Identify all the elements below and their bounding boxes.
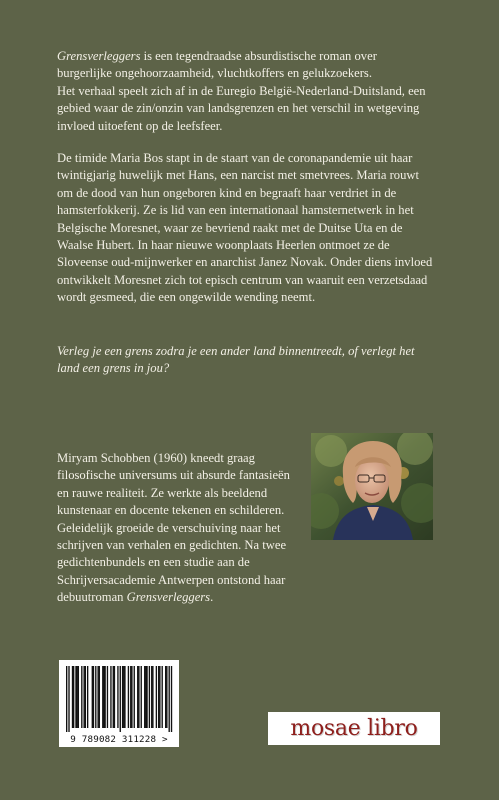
barcode-bar (152, 666, 153, 728)
synopsis-line: twintigjarig huwelijk met Hans, een narcist met smetvrees. Maria rouwt (57, 168, 419, 183)
barcode-bar (131, 666, 132, 728)
barcode-bar (162, 666, 163, 728)
barcode-bar (122, 666, 123, 728)
isbn-barcode (59, 660, 179, 747)
barcode-bar (144, 666, 145, 728)
synopsis-paragraph (57, 150, 457, 307)
barcode-bar (110, 666, 111, 728)
bio-last-prefix: debuutroman (57, 590, 127, 605)
question-line-2: land een grens in jou? (57, 361, 170, 376)
barcode-bar (75, 666, 76, 728)
bio-line: Schrijversacademie Antwerpen ontstond haar (57, 572, 286, 587)
intro-line-4: gebied waar de zin/onzin van landsgrenzen en het verschil in wetgeving (57, 101, 420, 116)
barcode-bar (120, 666, 121, 732)
barcode-bar (97, 666, 98, 728)
question-line-1: Verleg je een grens zodra je een ander land binnentreedt, of verlegt het (57, 344, 415, 358)
barcode-bar (76, 666, 77, 728)
publisher-logo-text: mosae libro (290, 715, 418, 741)
bio-line: filosofische universums uit absurde fantasieën (57, 468, 290, 483)
barcode-bar (151, 666, 152, 728)
synopsis-line: om de dood van hun ongeboren kind en begraaft haar verdriet in de (57, 185, 397, 200)
isbn-digits: 9 789082 311228 > (70, 734, 168, 745)
barcode-bar (149, 666, 150, 728)
barcode-bar (145, 666, 146, 728)
barcode-bar (171, 666, 172, 732)
synopsis-line: De timide Maria Bos stapt in de staart van de coronapandemie uit haar (57, 151, 413, 165)
barcode-bar (134, 666, 135, 728)
author-photo (311, 433, 433, 540)
author-bio (57, 450, 297, 607)
bio-line: Miryam Schobben (1960) kneedt graag (57, 451, 255, 465)
barcode-bar (102, 666, 103, 728)
barcode-bar (85, 666, 86, 728)
synopsis-line: hamsterfokkerij. Ze is lid van een internationaal hamsternetwerk in het (57, 203, 414, 218)
barcode-bar (93, 666, 94, 728)
synopsis-line: Belgische Moresnet, waar ze bevriend raakt met de Duitse Uta en de (57, 220, 403, 235)
barcode-bar (117, 666, 118, 728)
barcode-bar (68, 666, 69, 732)
barcode-bar (103, 666, 104, 728)
barcode-bar (146, 666, 147, 728)
publisher-logo (268, 712, 440, 745)
bio-last-suffix: . (210, 590, 214, 605)
barcode-bar (78, 666, 79, 728)
bio-book-title-italic: Grensverleggers (126, 590, 211, 605)
synopsis-line: Sloveense oud-mijnwerker en anarchist Janez Novak. Onder diens invloed (57, 255, 433, 270)
barcode-bar (104, 666, 105, 728)
barcode-bar (72, 666, 73, 728)
barcode-bar (107, 666, 108, 728)
synopsis-line: Waalse Hubert. In haar nieuwe woonplaats Heerlen ontmoet ze de (57, 238, 390, 253)
book-title-italic: Grensverleggers (57, 49, 141, 63)
barcode-bar (138, 666, 139, 728)
barcode-bar (99, 666, 100, 728)
barcode-bar (114, 666, 115, 728)
barcode-bar (92, 666, 93, 728)
barcode-bar (159, 666, 160, 728)
barcode-bar (128, 666, 129, 728)
intro-line-3: Het verhaal speelt zich af in de Euregio België-Nederland-Duitsland, een (57, 83, 426, 98)
barcode-bar (130, 666, 131, 728)
barcode-bar (83, 666, 84, 728)
barcode-bar (113, 666, 114, 728)
intro-line-5: invloed uitoefent op de leefsfeer. (57, 118, 223, 133)
barcode-bar (124, 666, 125, 728)
barcode-bars (59, 660, 179, 734)
barcode-bar (73, 666, 74, 728)
barcode-bar (141, 666, 142, 728)
barcode-bar (66, 666, 67, 732)
synopsis-line: ontwikkelt Moresnet zich tot episch centrum van waaruit een verzetsdaad (57, 272, 428, 287)
barcode-bar (95, 666, 96, 728)
barcode-bar (165, 666, 166, 728)
bio-line: en rauwe realiteit. Ze werkte als beeldend (57, 485, 268, 500)
bio-line: gedichtenbundels en een studie aan de (57, 555, 250, 570)
bio-line: Geleidelijk groeide de verschuiving naar het (57, 520, 281, 535)
barcode-bar (158, 666, 159, 728)
barcode-bar (156, 666, 157, 728)
bio-line-last (57, 589, 297, 606)
barcode-bar (123, 666, 124, 728)
barcode-bar (87, 666, 88, 728)
synopsis-line: wordt gesmeed, die een ongewilde wending neemt. (57, 290, 316, 305)
barcode-bar (81, 666, 82, 728)
bio-line: kunstenaar en docente tekenen en schilderen. (57, 503, 285, 518)
intro-line-2: burgerlijke ongehoorzaamheid, vluchtkoffers en gelukzoekers. (57, 66, 372, 81)
intro-line-1-rest: is een tegendraadse absurdistische roman over (140, 49, 377, 63)
intro-paragraph (57, 48, 457, 135)
barcode-bar (169, 666, 170, 732)
bio-line: schrijven van verhalen en gedichten. Na twee (57, 538, 287, 553)
barcode-bar (137, 666, 138, 728)
tagline-question (57, 343, 457, 378)
barcode-bar (166, 666, 167, 728)
intro-line-1 (57, 48, 457, 65)
